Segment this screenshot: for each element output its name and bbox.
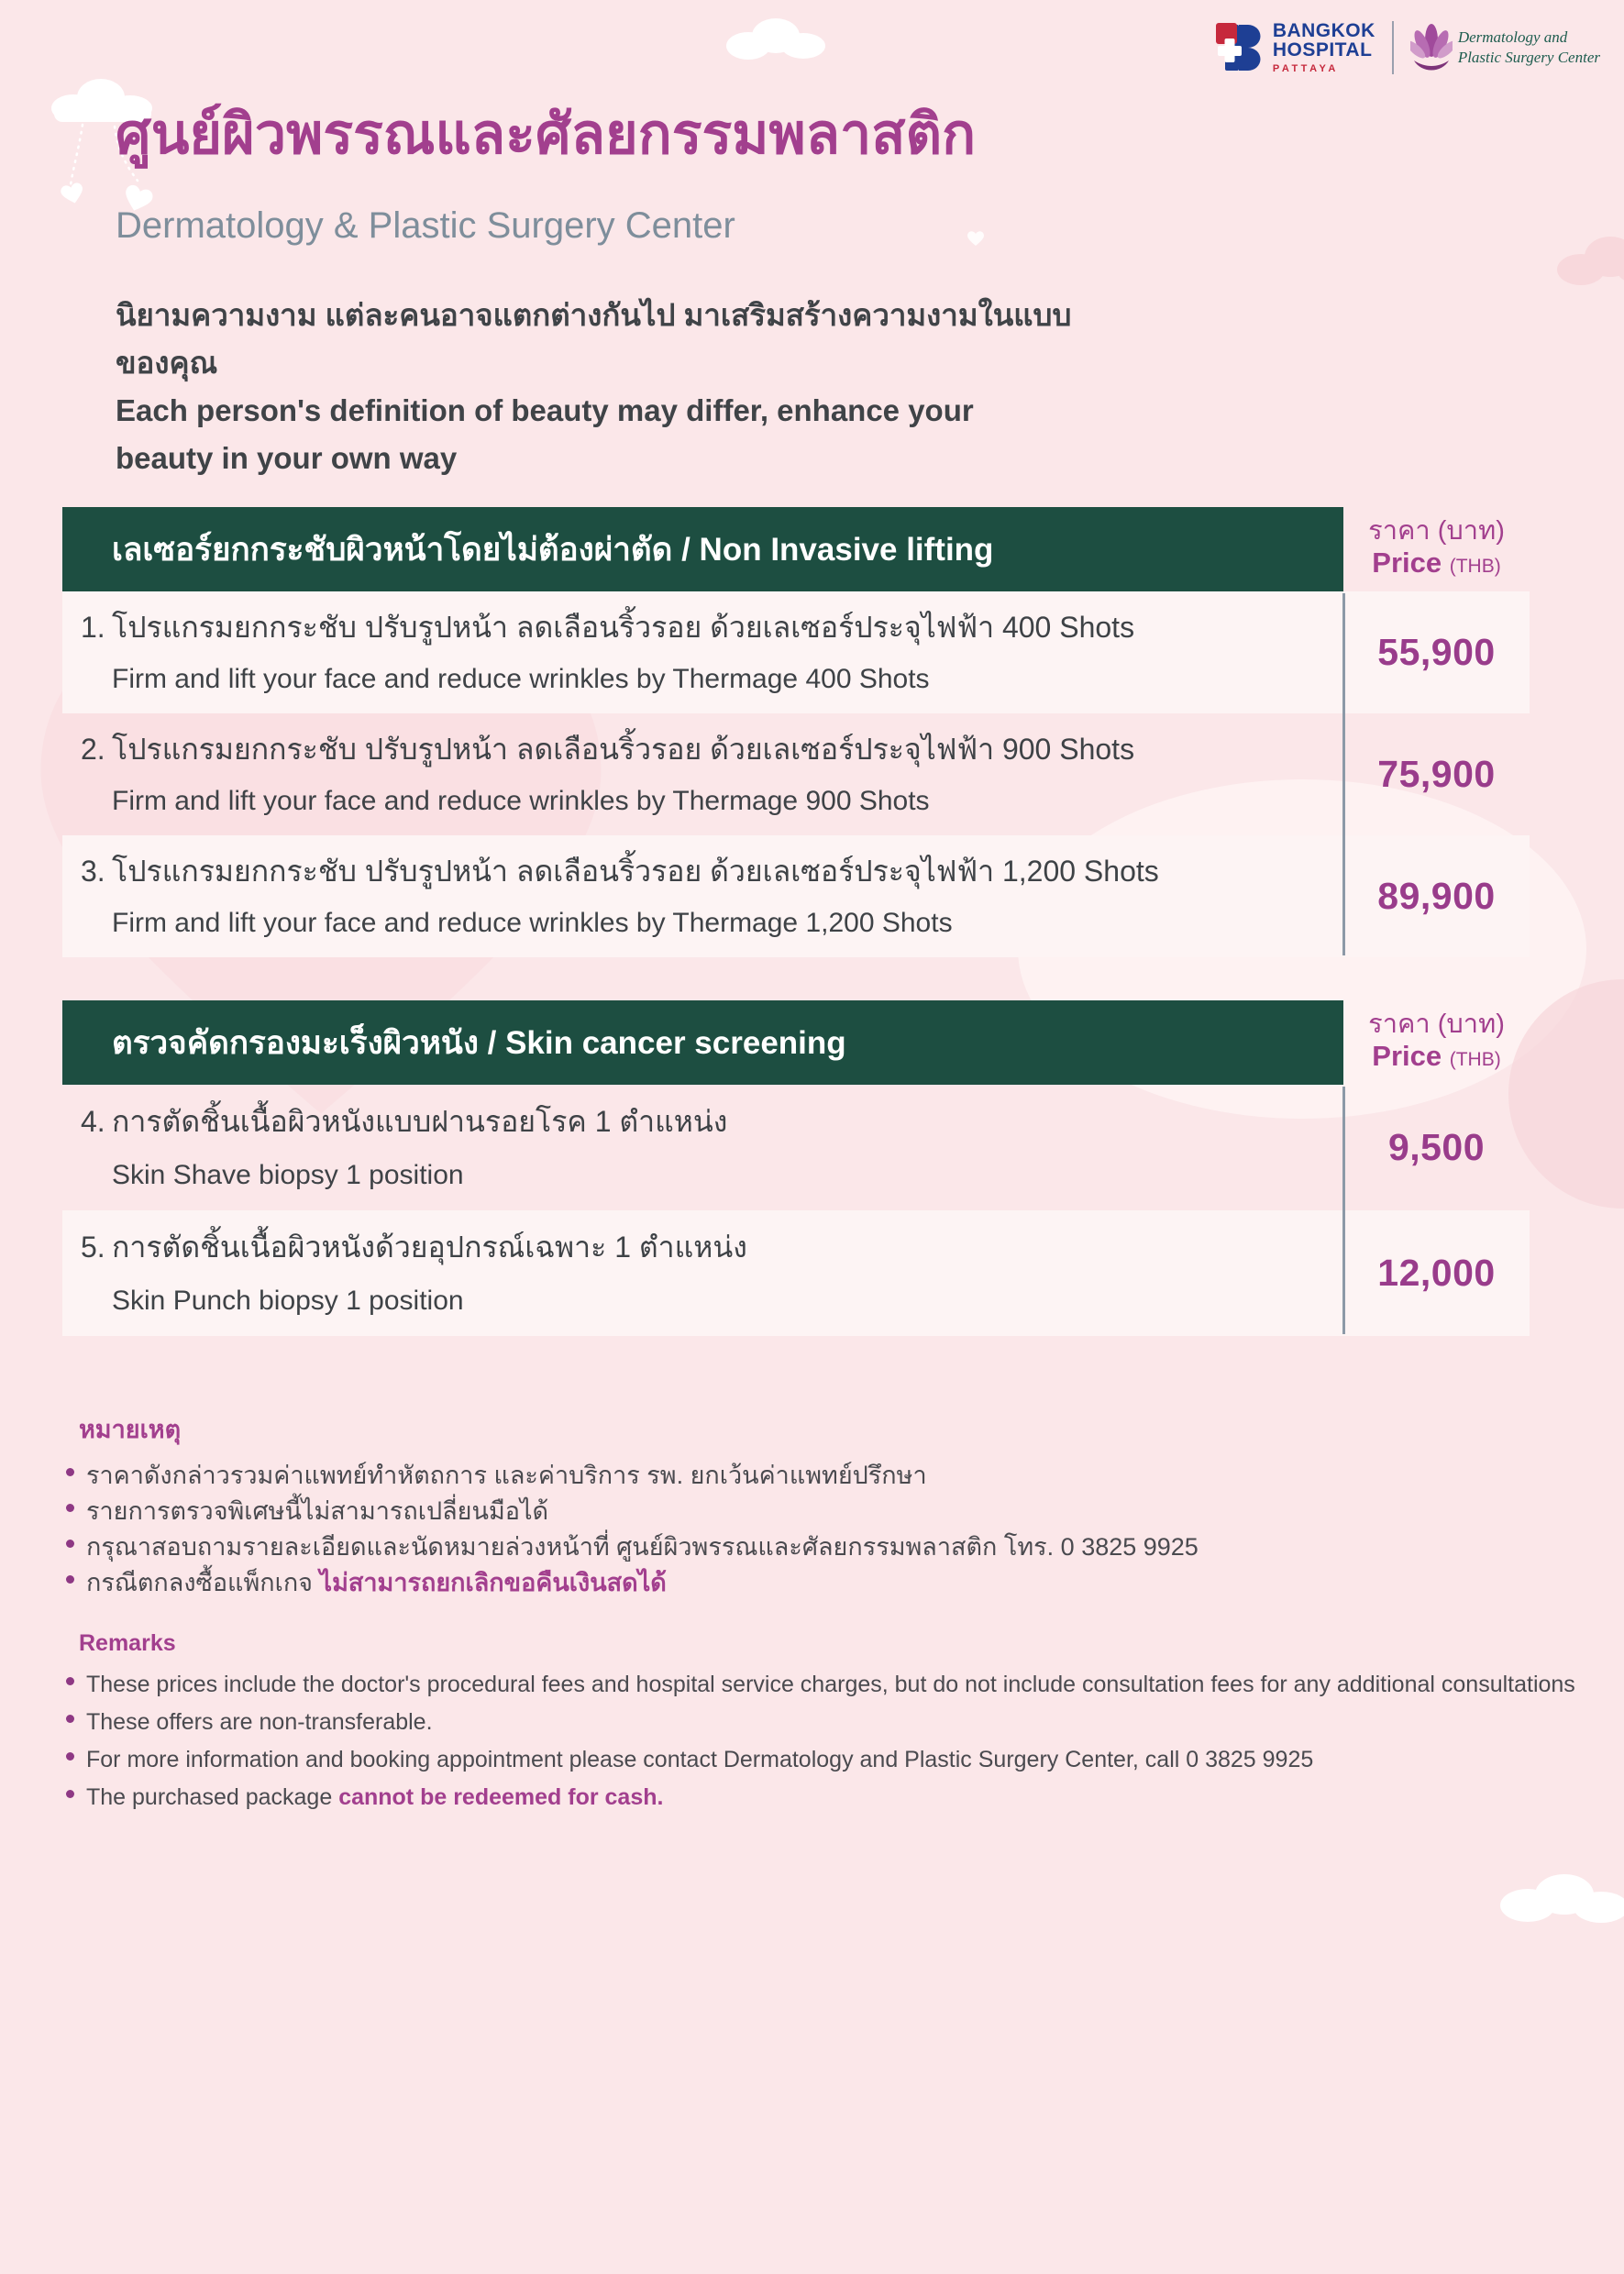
row-text-thai: โปรแกรมยกกระชับ ปรับรูปหน้า ลดเลือนริ้วรอย ด้วยเลเซอร์ประจุไฟฟ้า 900 Shots [112,733,1135,766]
price-unit: (THB) [1449,556,1501,577]
row-text-thai: การตัดชิ้นเนื้อผิวหนังแบบฝานรอยโรค 1 ตำแหน่ง [112,1105,728,1139]
row-number: 3. [81,855,105,888]
remark-item: รายการตรวจพิเศษนี้ไม่สามารถเปลี่ยนมือได้ [64,1494,1199,1529]
row-text-thai: โปรแกรมยกกระชับ ปรับรูปหน้า ลดเลือนริ้วรอย ด้วยเลเซอร์ประจุไฟฟ้า 400 Shots [112,611,1135,644]
table-row [62,1085,1530,1210]
row-number: 2. [81,733,105,766]
page-title-english: Dermatology & Plastic Surgery Center [116,205,735,246]
row-text-english: Skin Shave biopsy 1 position [112,1159,464,1190]
table-row [62,1210,1530,1336]
table-non-invasive-lifting [62,507,1530,957]
dermatology-center-logo [1410,20,1600,75]
lotus-flower-icon [1410,20,1453,75]
table-row [62,835,1530,957]
hospital-name-line1: BANGKOK [1272,20,1375,41]
table1-title: เลเซอร์ยกกระชับผิวหน้าโดยไม่ต้องผ่าตัด / Non Invasive lifting [62,507,1343,591]
remark-item: These prices include the doctor's procedural fees and hospital service charges, but do not include consultation fees for any additional consultations [64,1666,1575,1704]
remarks-thai [64,1409,1199,1601]
logo-divider [1392,21,1394,74]
row-text-english: Firm and lift your face and reduce wrinkles by Thermage 900 Shots [112,786,930,816]
row-price: 55,900 [1377,631,1496,673]
row-text-thai: การตัดชิ้นเนื้อผิวหนังด้วยอุปกรณ์เฉพาะ 1 ตำแหน่ง [112,1231,747,1264]
table-row [62,713,1530,835]
hospital-city: PATTAYA [1272,63,1339,74]
remark-item: For more information and booking appointment please contact Dermatology and Plastic Surgery Center, call 0 3825 9925 [64,1741,1575,1779]
remark-item: กรณีตกลงซื้อแพ็กเกจ ไม่สามารถยกเลิกขอคืนเงินสดได้ [64,1565,1199,1601]
table-skin-cancer-screening [62,1000,1530,1336]
remarks-english-title: Remarks [79,1630,176,1656]
row-text-english: Skin Punch biopsy 1 position [112,1285,464,1316]
table-row [62,591,1530,713]
row-text-thai: โปรแกรมยกกระชับ ปรับรูปหน้า ลดเลือนริ้วรอย ด้วยเลเซอร์ประจุไฟฟ้า 1,200 Shots [112,855,1159,888]
price-unit: (THB) [1449,1049,1501,1070]
remark-item: The purchased package cannot be redeemed for cash. [64,1779,1575,1816]
row-text-english: Firm and lift your face and reduce wrinkles by Thermage 1,200 Shots [112,908,953,938]
hospital-name-line2: HOSPITAL [1272,39,1373,61]
page-title-thai: ศูนย์ผิวพรรณและศัลยกรรมพลาสติก [116,103,977,165]
row-number: 1. [81,611,105,644]
center-logo-line1: Dermatology and [1457,28,1568,46]
remark-item: กรุณาสอบถามรายละเอียดและนัดหมายล่วงหน้าที่ ศูนย์ผิวพรรณและศัลยกรรมพลาสติก โทร. 0 3825 9925 [64,1529,1199,1565]
table2-title: ตรวจคัดกรองมะเร็งผิวหนัง / Skin cancer screening [62,1000,1343,1085]
row-price: 12,000 [1377,1252,1496,1294]
tagline-thai: นิยามความงาม แต่ละคนอาจแตกต่างกันไป มาเสริมสร้างความงามในแบบของคุณ [116,298,1072,380]
remark-item: ราคาดังกล่าวรวมค่าแพทย์ทำหัตถการ และค่าบริการ รพ. ยกเว้นค่าแพทย์ปรึกษา [64,1458,1199,1494]
row-number: 5. [81,1231,105,1264]
price-column-header [1343,507,1530,591]
remarks-thai-title: หมายเหตุ [79,1416,182,1443]
row-price: 89,900 [1377,875,1496,917]
row-price: 9,500 [1387,1126,1486,1168]
remark-highlight: ไม่สามารถยกเลิกขอคืนเงินสดได้ [319,1569,667,1596]
remark-item: These offers are non-transferable. [64,1704,1575,1741]
row-number: 4. [81,1105,105,1139]
row-price: 75,900 [1377,753,1496,795]
tagline [116,292,1074,482]
row-text-english: Firm and lift your face and reduce wrinkles by Thermage 400 Shots [112,664,930,694]
remarks-english [64,1630,1575,1816]
tagline-english: Each person's definition of beauty may differ, enhance your beauty in your own way [116,393,974,475]
bangkok-hospital-b-icon [1216,23,1265,72]
price-header-english: Price (THB) [1372,1040,1501,1072]
price-header-thai: ราคา (บาท) [1368,1010,1505,1039]
center-logo-line2: Plastic Surgery Center [1457,49,1600,66]
price-column-header [1343,1000,1530,1085]
price-header-thai: ราคา (บาท) [1368,516,1505,546]
remark-highlight: cannot be redeemed for cash. [338,1784,664,1810]
bangkok-hospital-logo [1216,21,1375,74]
price-header-english: Price (THB) [1372,546,1501,579]
header-logos [1216,20,1600,75]
